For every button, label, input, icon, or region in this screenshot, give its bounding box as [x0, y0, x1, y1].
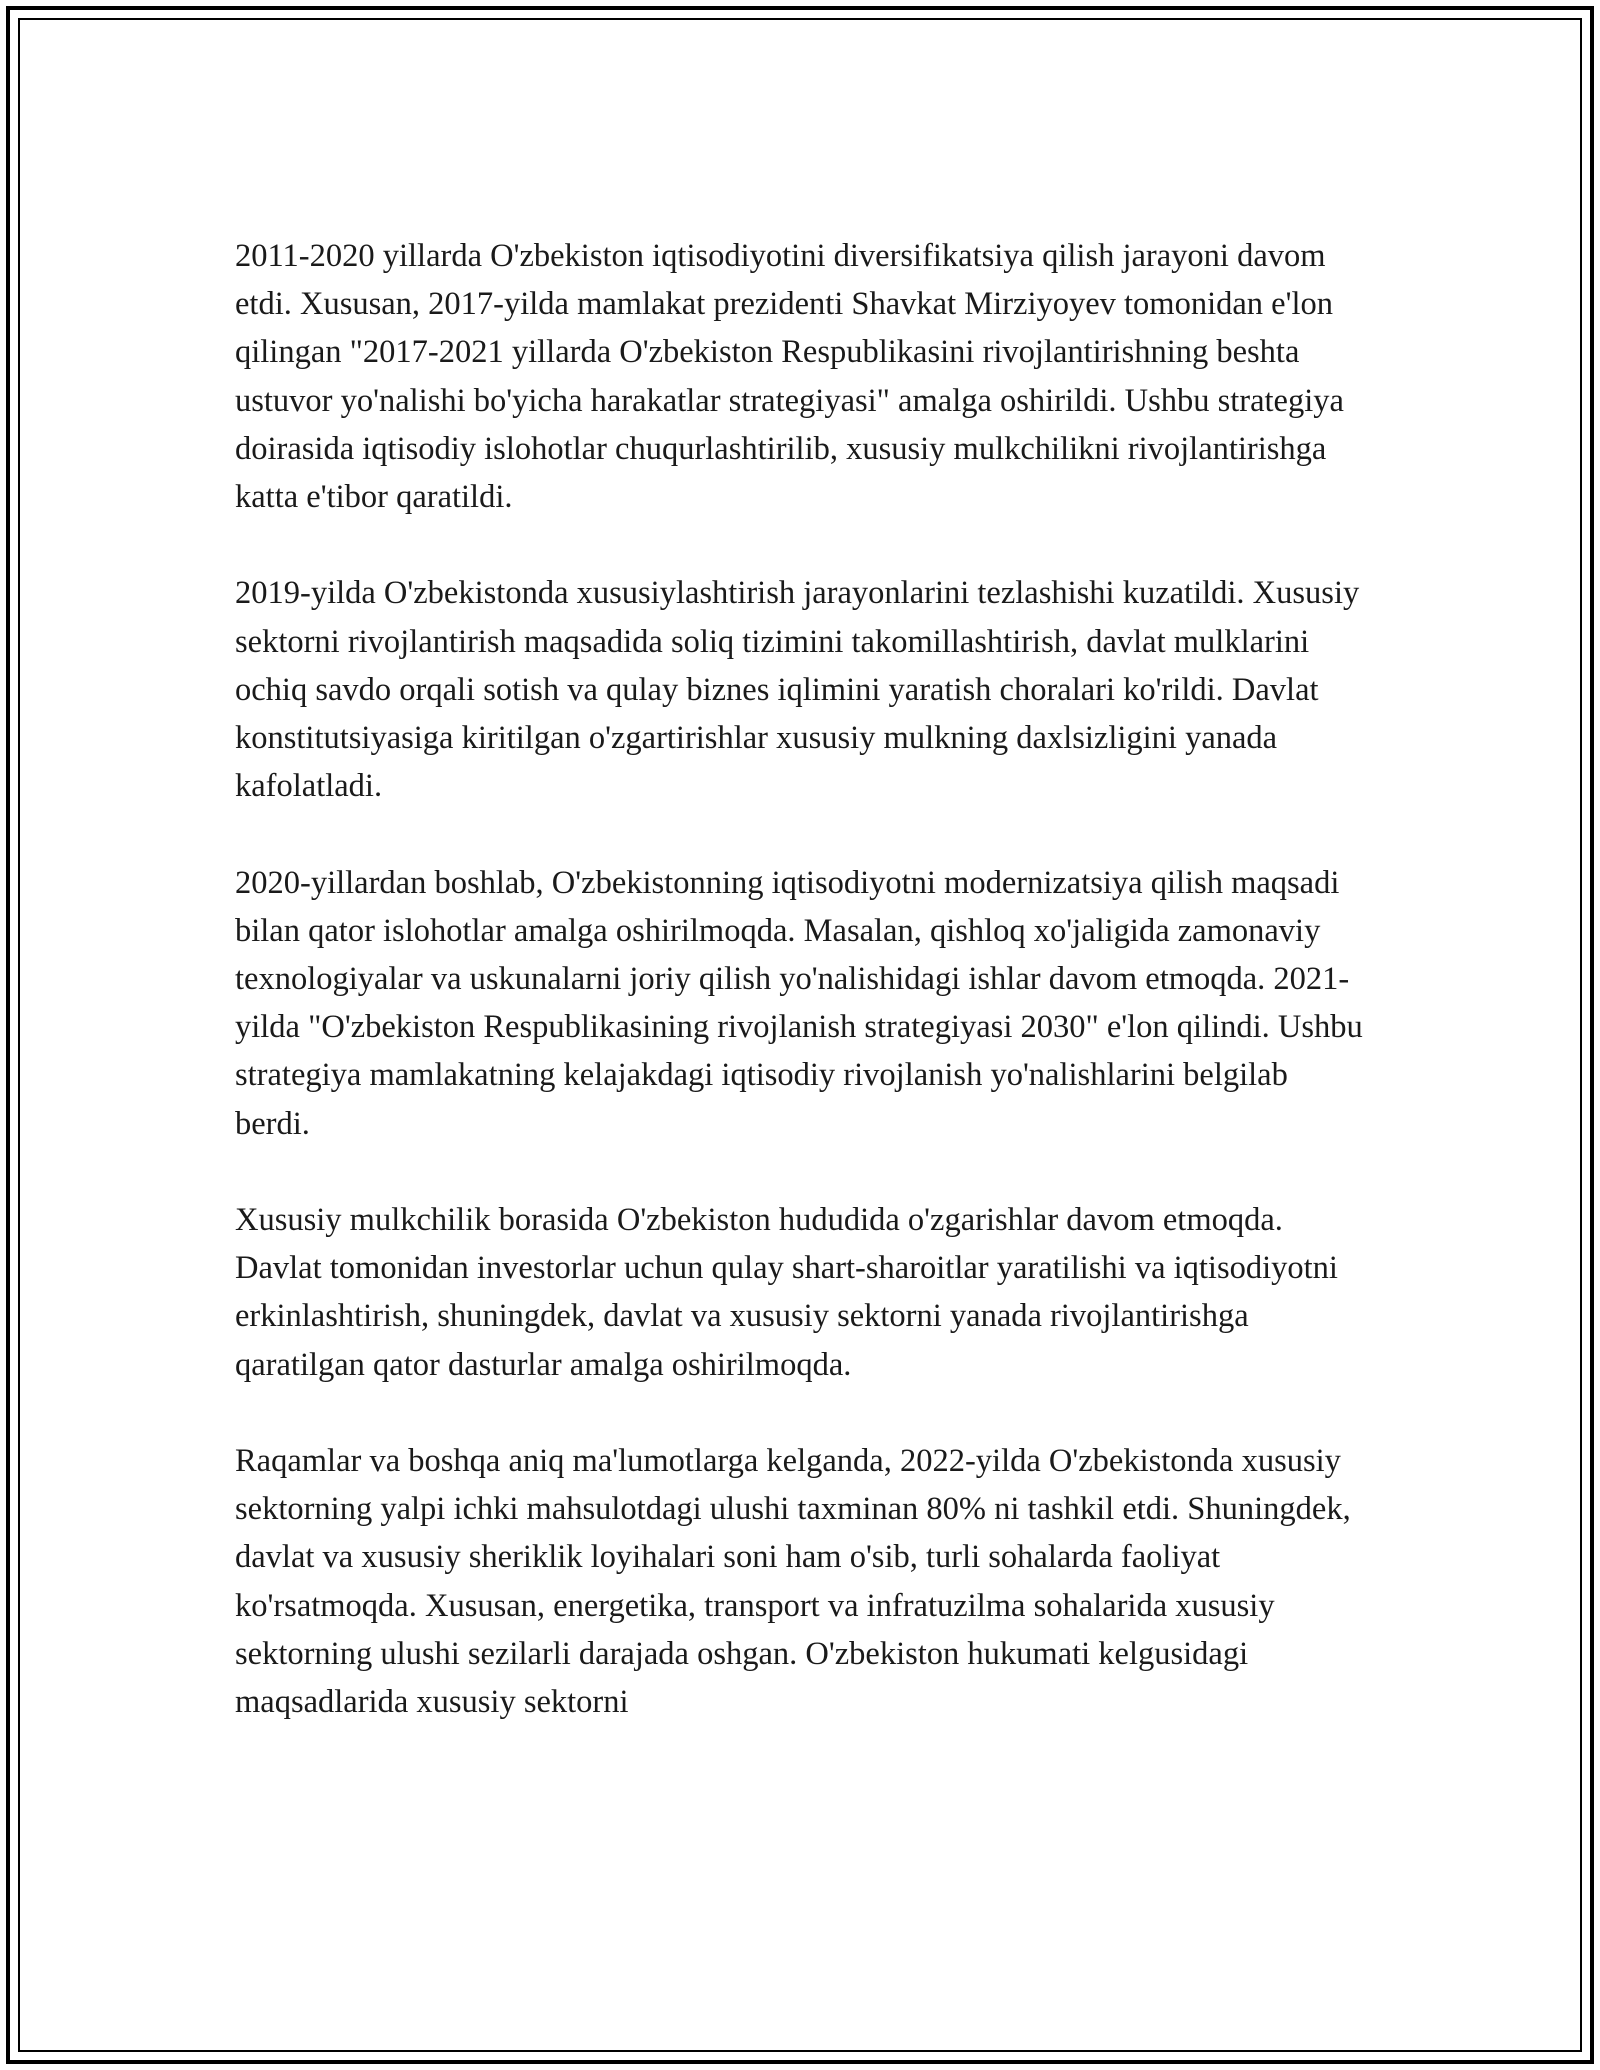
document-body: [235, 232, 1365, 1726]
paragraph-5: Raqamlar va boshqa aniq ma'lumotlarga kelganda, 2022-yilda O'zbekistonda xususiy sektorning yalpi ichki mahsulotdagi ulushi taxminan 80% ni tashkil etdi. Shuningdek, davlat va xususiy sheriklik loyihalari soni ham o'sib, turli sohalarda faoliyat ko'rsatmoqda. Xususan, energetika, transport va infratuzilma sohalarida xususiy sektorning ulushi sezilarli darajada oshgan. O'zbekiston hukumati kelgusidagi maqsadlarida xususiy sektorni: [235, 1443, 1351, 1721]
paragraph-1: 2011-2020 yillarda O'zbekiston iqtisodiyotini diversifikatsiya qilish jarayoni davom etdi. Xususan, 2017-yilda mamlakat prezidenti Shavkat Mirziyoyev tomonidan e'lon qilingan "2017-2021 yillarda O'zbekiston Respublikasini rivojlantirishning beshta ustuvor yo'nalishi bo'yicha harakatlar strategiyasi" amalga oshirildi. Ushbu strategiya doirasida iqtisodiy islohotlar chuqurlashtirilib, xususiy mulkchilikni rivojlantirishga katta e'tibor qaratildi.: [235, 238, 1344, 516]
paragraph-3: 2020-yillardan boshlab, O'zbekistonning iqtisodiyotni modernizatsiya qilish maqsadi bilan qator islohotlar amalga oshirilmoqda. Masalan, qishloq xo'jaligida zamonaviy texnologiyalar va uskunalarni joriy qilish yo'nalishidagi ishlar davom etmoqda. 2021-yilda "O'zbekiston Respublikasining rivojlanish strategiyasi 2030" e'lon qilindi. Ushbu strategiya mamlakatning kelajakdagi iqtisodiy rivojlanish yo'nalishlarini belgilab berdi.: [235, 864, 1363, 1142]
paragraph-2: 2019-yilda O'zbekistonda xususiylashtirish jarayonlarini tezlashishi kuzatildi. Xususiy sektorni rivojlantirish maqsadida soliq tizimini takomillashtirish, davlat mulklarini ochiq savdo orqali sotish va qulay biznes iqlimini yaratish choralari ko'rildi. Davlat konstitutsiyasiga kiritilgan o'zgartirishlar xususiy mulkning daxlsizligini yanada kafolatladi.: [235, 575, 1360, 805]
paragraph-4: Xususiy mulkchilik borasida O'zbekiston hududida o'zgarishlar davom etmoqda. Davlat tomonidan investorlar uchun qulay shart-sharoitlar yaratilishi va iqtisodiyotni erkinlashtirish, shuningdek, davlat va xususiy sektorni yanada rivojlantirishga qaratilgan qator dasturlar amalga oshirilmoqda.: [235, 1202, 1338, 1383]
